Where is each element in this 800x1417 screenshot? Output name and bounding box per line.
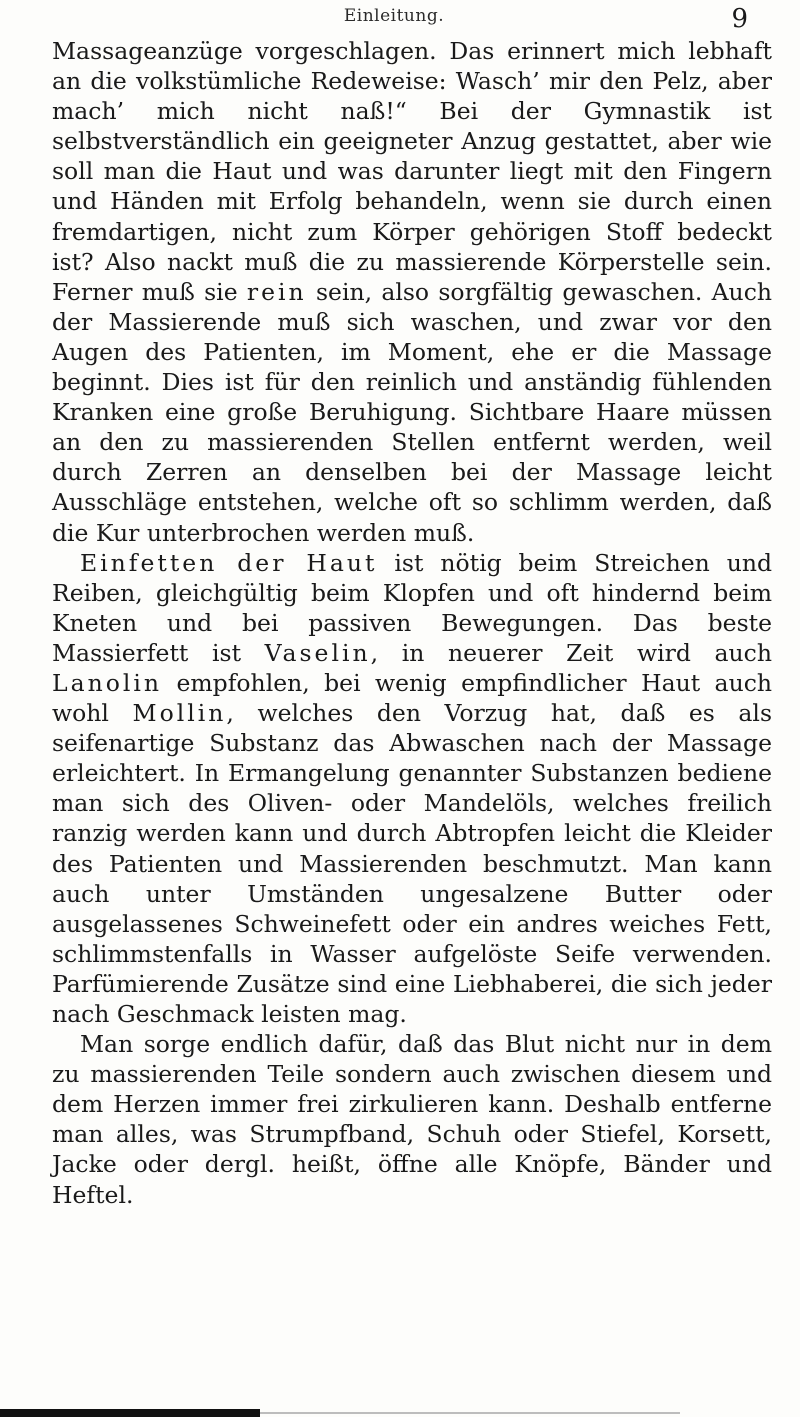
paragraph-massage-clothing bbox=[52, 36, 772, 548]
emphasis-einfetten: Einfetten der Haut bbox=[80, 548, 378, 577]
text-run: ist nötig beim Streichen und Reiben, gleichgültig beim Klopfen und oft hindernd beim Kneten und bei passiven Bewegungen. Das beste Massierfett ist bbox=[52, 548, 773, 667]
emphasis-lanolin: Lanolin bbox=[52, 668, 163, 697]
running-head bbox=[40, 6, 748, 36]
text-run: Massageanzüge vorgeschlagen. Das erinnert mich lebhaft an die volkstümliche Redeweise: Wasch’ mir den Pelz, aber mach’ mich nicht naß!“ Bei der Gymnastik ist selbstverständlich ein geeigneter Anzug gestattet, aber wie soll man die Haut und was darunter liegt mit den Fingern und Händen mit Erfolg behandeln, wenn sie durch einen fremdartigen, nicht zum Körper gehörigen Stoff bedeckt ist? Also nackt muß die zu massierende Körperstelle sein. Ferner muß sie bbox=[52, 37, 772, 306]
page-edge-rule-faint bbox=[260, 1412, 680, 1414]
body-text bbox=[52, 36, 772, 1210]
text-run: empfohlen, bei wenig empfindlicher Haut auch wohl bbox=[52, 668, 772, 728]
paragraph-blood-circulation: Man sorge endlich dafür, daß das Blut nicht nur in dem zu massierenden Teile sondern auch zwischen diesem und dem Herzen immer frei zirkulieren kann. Deshalb entferne man alles, was Strumpfband, Schuh oder Stiefel, Korsett, Jacke oder dergl. heißt, öffne alle Knöpfe, Bänder und Heftel. bbox=[52, 1030, 772, 1209]
text-run: sein, also sorgfältig gewaschen. Auch der Massierende muß sich waschen, und zwar vor den Augen des Patienten, im Moment, ehe er die Massage beginnt. Dies ist für den reinlich und anständig fühlenden Kranken eine große Beruhigung. Sichtbare Haare müssen an den zu massierenden Stellen entfernt werden, weil durch Zerren an denselben bei der Massage leicht Ausschläge entstehen, welche oft so schlimm werden, daß die Kur unterbrochen werden muß. bbox=[52, 277, 772, 547]
text-run: , in neuerer Zeit wird auch bbox=[370, 638, 772, 667]
emphasis-mollin: Mollin bbox=[132, 699, 227, 728]
running-title: Einleitung. bbox=[343, 6, 445, 26]
text-run: , welches den Vorzug hat, daß es als seifenartige Substanz das Abwaschen nach der Massage erleichtert. In Ermangelung genannter Substanzen bediene man sich des Oliven- oder Mandelöls, welches freilich ranzig werden kann und durch Abtropfen leicht die Kleider des Patienten und Massierenden beschmutzt. Man kann auch unter Umständen ungesalzene Butter oder ausgelassenes Schweinefett oder ein andres weiches Fett, schlimmstenfalls in Wasser aufgelöste Seife verwenden. Parfümierende Zusätze sind eine Liebhaberei, die sich jeder nach Geschmack leisten mag. bbox=[52, 699, 773, 1028]
emphasis-vaselin: Vaselin bbox=[264, 638, 371, 667]
page-number: 9 bbox=[731, 4, 748, 34]
paragraph-greasing-skin bbox=[52, 548, 772, 1030]
page-edge-rule bbox=[0, 1409, 260, 1417]
emphasis-rein: rein bbox=[246, 277, 307, 306]
